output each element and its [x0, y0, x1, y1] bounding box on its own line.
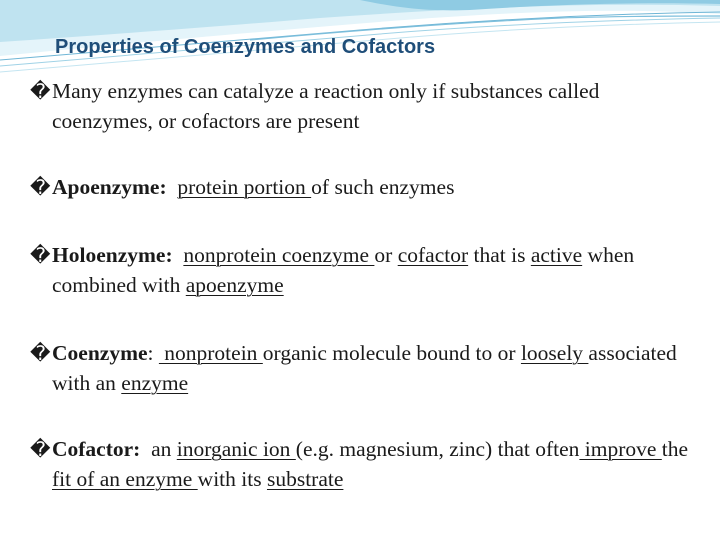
- bullet-text: Many enzymes can catalyze a reaction only if substances called coenzymes, or cofactors are present: [52, 79, 600, 133]
- term-cofactor: Cofactor:: [52, 437, 141, 461]
- underlined-phrase: protein portion: [177, 175, 312, 199]
- slide-title: Properties of Coenzymes and Cofactors: [55, 36, 436, 58]
- underlined-phrase: inorganic ion: [176, 437, 296, 461]
- bullet-marker-icon: �: [30, 79, 51, 103]
- bullet-item: [30, 76, 700, 136]
- term-coenzyme: Coenzyme: [52, 341, 148, 365]
- bullet-item: � Cofactor: an inorganic ion (e.g. magnesium, zinc) that often improve the fit of an enzyme with its substrate: [30, 434, 700, 494]
- bullet-item: � Apoenzyme: protein portion of such enzymes: [30, 172, 700, 202]
- underlined-phrase: cofactor: [397, 243, 469, 267]
- bullet-marker-icon: �: [30, 437, 51, 461]
- bullet-item: � Holoenzyme: nonprotein coenzyme or cofactor that is active when combined with apoenzyme: [30, 240, 700, 300]
- underlined-phrase: enzyme: [121, 371, 189, 395]
- bullet-item: � Coenzyme: nonprotein organic molecule bound to or loosely associated with an enzyme: [30, 338, 700, 398]
- bullet-marker-icon: �: [30, 243, 51, 267]
- bullet-marker-icon: �: [30, 175, 51, 199]
- underlined-phrase: nonprotein: [158, 341, 263, 365]
- term-holoenzyme: Holoenzyme:: [52, 243, 173, 267]
- underlined-phrase: loosely: [520, 341, 589, 365]
- underlined-phrase: fit of an enzyme: [52, 467, 198, 491]
- underlined-phrase: apoenzyme: [185, 273, 284, 297]
- underlined-phrase: active: [530, 243, 583, 267]
- bullet-marker-icon: �: [30, 341, 51, 365]
- term-apoenzyme: Apoenzyme:: [52, 175, 167, 199]
- underlined-phrase: nonprotein coenzyme: [183, 243, 375, 267]
- underlined-phrase: substrate: [266, 467, 344, 491]
- underlined-phrase: improve: [579, 437, 662, 461]
